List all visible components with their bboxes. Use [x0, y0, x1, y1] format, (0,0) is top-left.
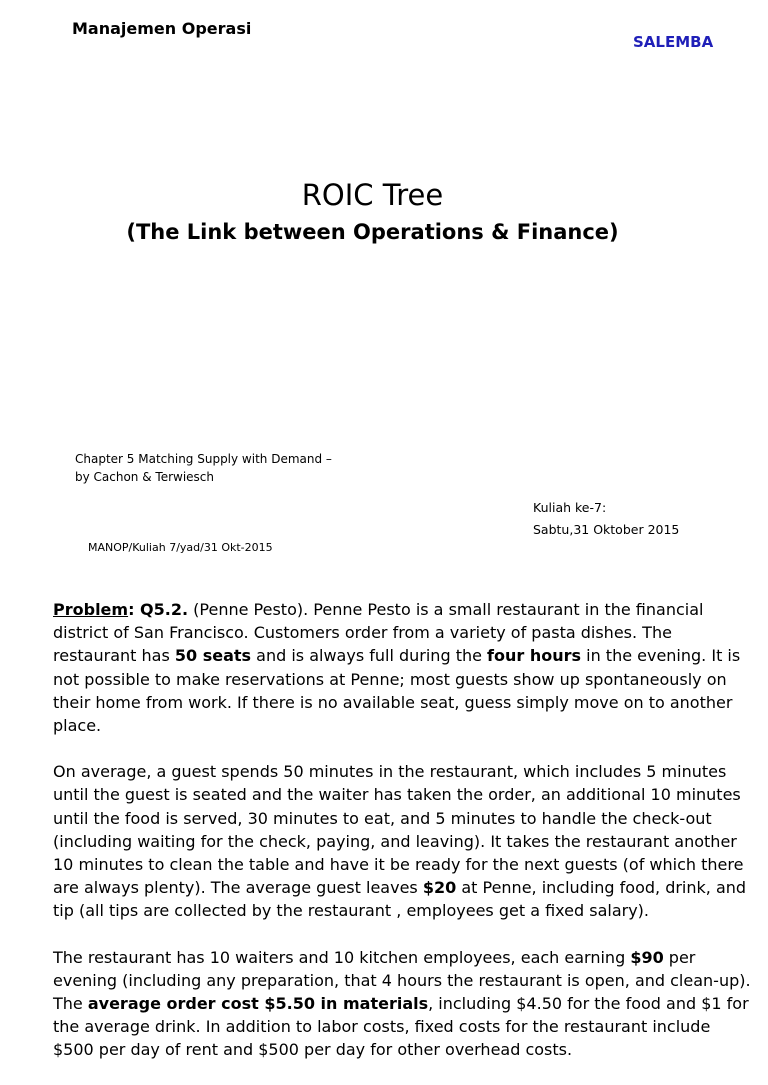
- problem-number: Q5.2.: [140, 600, 189, 619]
- lecture-date: Sabtu,31 Oktober 2015: [533, 522, 680, 537]
- problem-paragraph-3: [53, 946, 753, 1062]
- lecture-session: Kuliah ke-7:: [533, 500, 607, 515]
- page-subtitle: (The Link between Operations & Finance): [126, 220, 619, 244]
- paragraph-text: On average, a guest spends 50 minutes in the restaurant, which includes 5 minutes until the guest is seated and the waiter has taken the order, an additional 10 minutes until the food is served, 30 minutes to eat, and 5 minutes to handle the check-out (including waiting for the check, paying, and leaving). It takes the restaurant another 10 minutes to clean the table and have it be ready for the next guests (of which there are always plenty). The average guest leaves: [53, 762, 744, 898]
- paragraph-text: per evening (including any preparation, that 4 hours the restaurant is open, and clean-up). The: [53, 947, 751, 1014]
- paragraph-text: in the evening. It is not possible to make reservations at Penne; most guests show up spontaneously on their home from work. If there is no available seat, guess simply move on to another place.: [53, 646, 741, 736]
- course-title: Manajemen Operasi: [72, 19, 252, 38]
- source-line-2: by Cachon & Terwiesch: [75, 470, 214, 484]
- problem-label-colon: :: [128, 600, 141, 619]
- source-reference: [75, 450, 332, 486]
- paragraph-text: The restaurant has 10 waiters and 10 kitchen employees, each earning: [53, 947, 631, 967]
- cost-highlight: average order cost $5.50 in materials: [87, 994, 429, 1014]
- campus-label: SALEMBA: [633, 33, 714, 51]
- page-title: ROIC Tree: [301, 178, 444, 212]
- problem-label: Problem: [53, 600, 129, 619]
- problem-text: [53, 598, 753, 1085]
- source-line-1: Chapter 5 Matching Supply with Demand –: [75, 452, 332, 466]
- paragraph-text: at Penne, including food, drink, and tip (all tips are collected by the restaurant , employees get a fixed salary).: [53, 878, 747, 921]
- seats-highlight: 50 seats: [174, 646, 252, 666]
- paragraph-text: and is always full during the: [251, 646, 488, 666]
- document-code: MANOP/Kuliah 7/yad/31 Okt-2015: [88, 541, 273, 554]
- hours-highlight: four hours: [487, 646, 582, 666]
- lecture-info: [533, 497, 679, 541]
- paragraph-text: , including $4.50 for the food and $1 for the average drink. In addition to labor costs, fixed costs for the restaurant include $500 per day of rent and $500 per day for other overhead costs.: [53, 994, 749, 1060]
- problem-paragraph-2: [53, 760, 753, 922]
- problem-paragraph-1: [53, 598, 753, 737]
- paragraph-text: (Penne Pesto). Penne Pesto is a small restaurant in the financial district of San Francisco. Customers order from a variety of pasta dishes. The restaurant has: [53, 600, 704, 666]
- amount-highlight: $20: [422, 878, 457, 898]
- wage-highlight: $90: [630, 947, 664, 967]
